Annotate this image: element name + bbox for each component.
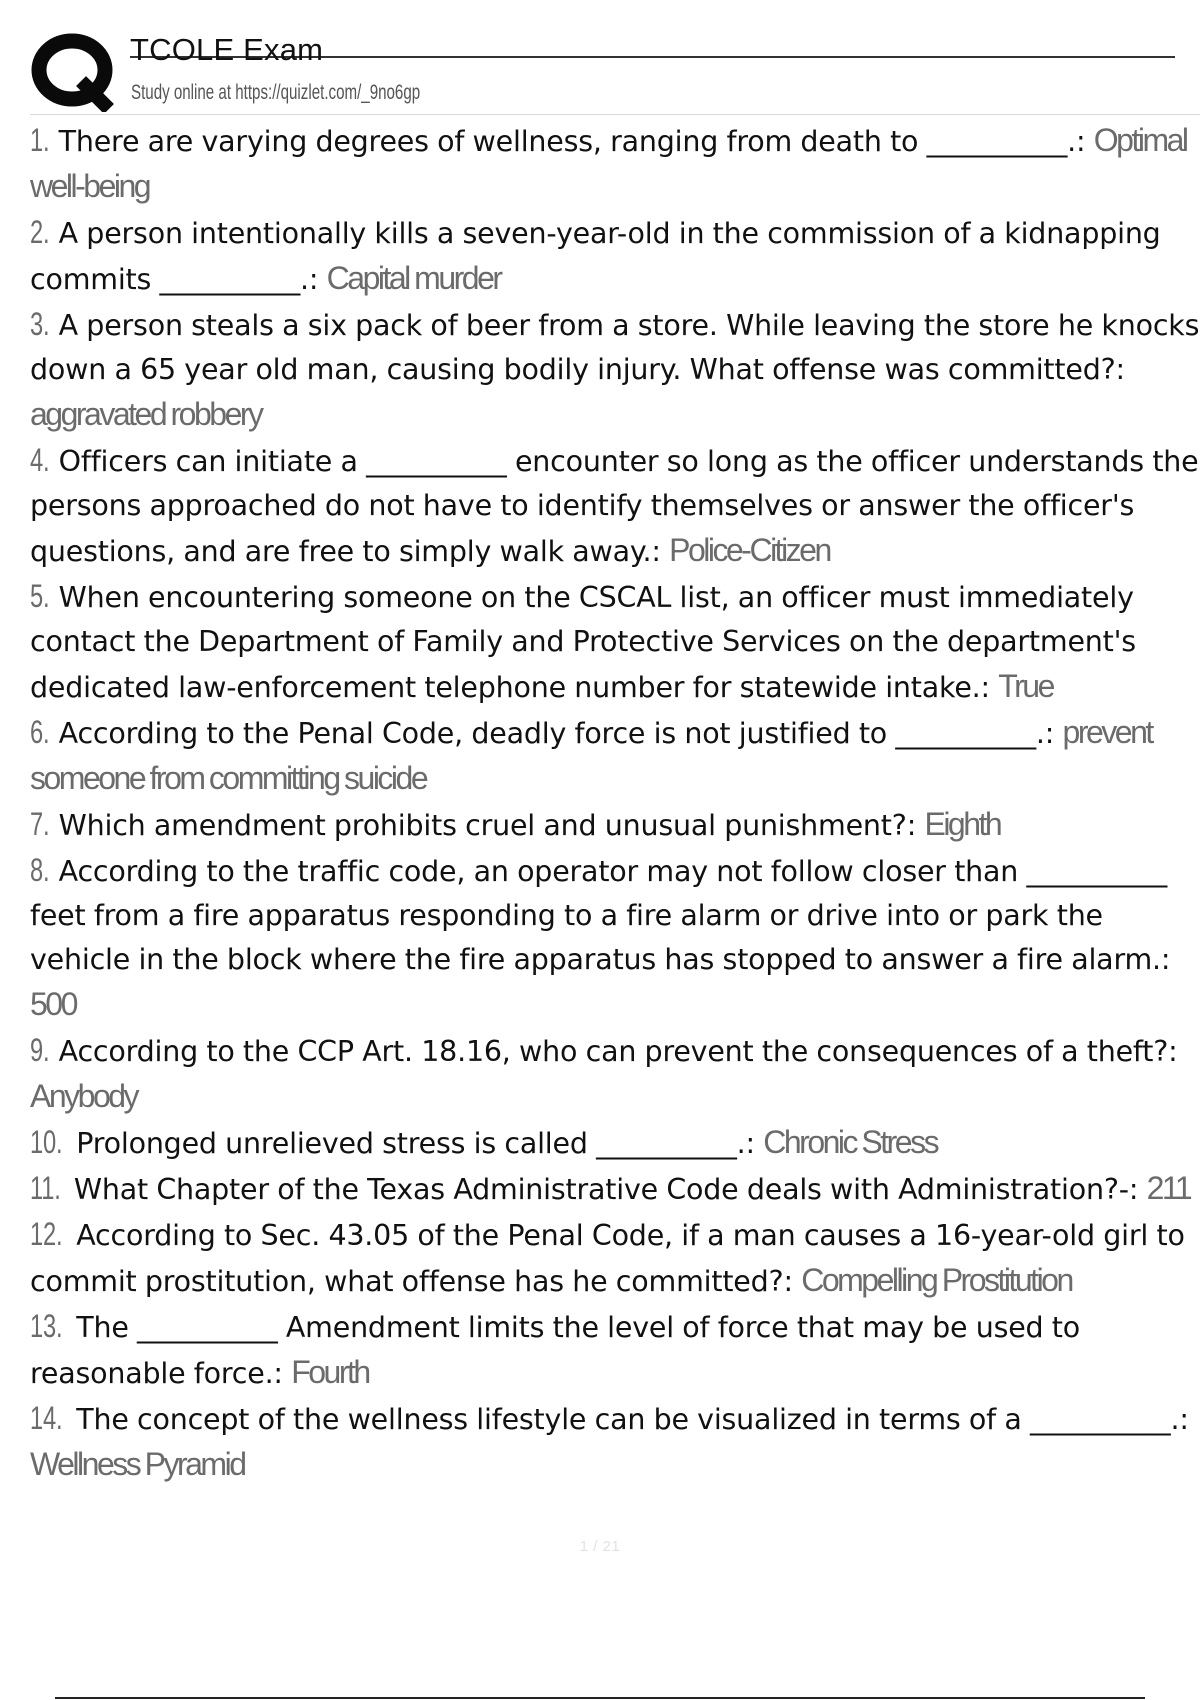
answer-text: Optimal well-being — [30, 122, 1187, 204]
answer-text: prevent someone from committing suicide — [30, 714, 1152, 796]
question-number: 7. — [30, 806, 50, 842]
question-text: When encountering someone on the CSCAL list, an officer must immediately contact the Department of Family and Protective Services on the department's dedicated law-enforcement telephone number for statewide intake.: — [30, 581, 1136, 704]
question-text: A person intentionally kills a seven-year-old in the commission of a kidnapping commits __________.: — [30, 217, 1161, 296]
question-text: Officers can initiate a __________ encounter so long as the officer understands the persons approached do not have to identify themselves or answer the officer's questions, and are free to simply walk away.: — [30, 445, 1199, 568]
question-text: A person steals a six pack of beer from a store. While leaving the store he knocks down a 65 year old man, causing bodily injury. What offense was committed?: — [30, 309, 1200, 386]
question-text: Which amendment prohibits cruel and unusual punishment?: — [58, 809, 917, 842]
question-number: 5. — [30, 578, 50, 614]
question-item — [30, 438, 1200, 574]
study-online-link[interactable]: Study online at https://quizlet.com/_9no6gp — [131, 81, 421, 104]
question-item — [30, 1396, 1200, 1488]
answer-text: Wellness Pyramid — [30, 1446, 245, 1482]
question-number: 4. — [30, 442, 50, 478]
question-item — [30, 1212, 1200, 1304]
question-number: 3. — [30, 306, 50, 342]
answer-text: 211 — [1146, 1170, 1191, 1206]
question-item — [30, 1304, 1200, 1396]
page-header — [30, 30, 1200, 116]
question-text: The concept of the wellness lifestyle can be visualized in terms of a __________.: — [76, 1403, 1189, 1436]
question-item — [30, 802, 1200, 848]
question-item — [30, 574, 1200, 710]
question-item — [30, 848, 1200, 1028]
question-number: 13. — [30, 1308, 63, 1344]
answer-text: Police-Citizen — [669, 532, 830, 568]
answer-text: Compelling Prostitution — [801, 1262, 1072, 1298]
answer-text: Chronic Stress — [763, 1124, 938, 1160]
header-divider — [30, 114, 1200, 115]
question-text: Prolonged unrelieved stress is called __________.: — [76, 1127, 755, 1160]
answer-text: Anybody — [30, 1078, 138, 1114]
page-number: 1 / 21 — [579, 1538, 621, 1555]
question-number: 10. — [30, 1124, 63, 1160]
answer-text: Capital murder — [326, 260, 501, 296]
question-number: 8. — [30, 852, 50, 888]
question-item — [30, 1120, 1200, 1166]
question-text: According to Sec. 43.05 of the Penal Code, if a man causes a 16-year-old girl to commit prostitution, what offense has he committed?: — [30, 1219, 1185, 1298]
question-text: According to the Penal Code, deadly force is not justified to __________.: — [58, 717, 1055, 750]
question-text: According to the CCP Art. 18.16, who can prevent the consequences of a theft?: — [58, 1035, 1178, 1068]
footer-divider — [55, 1697, 1145, 1699]
answer-text: Fourth — [291, 1354, 369, 1390]
answer-text: Eighth — [924, 806, 1001, 842]
quizlet-logo-icon — [30, 30, 142, 112]
question-item — [30, 1028, 1200, 1120]
question-number: 12. — [30, 1216, 63, 1252]
question-item — [30, 210, 1200, 302]
question-number: 14. — [30, 1400, 63, 1436]
answer-text: True — [998, 668, 1053, 704]
question-item — [30, 118, 1200, 210]
question-text: What Chapter of the Texas Administrative Code deals with Administration?-: — [73, 1173, 1139, 1206]
question-number: 9. — [30, 1032, 50, 1068]
question-number: 11. — [30, 1170, 61, 1206]
answer-text: 500 — [30, 986, 76, 1022]
question-list — [30, 118, 1200, 1488]
document-title: TCOLE Exam — [130, 32, 324, 67]
question-item — [30, 710, 1200, 802]
question-text: The __________ Amendment limits the level of force that may be used to reasonable force.: — [30, 1311, 1081, 1390]
question-text: According to the traffic code, an operator may not follow closer than __________ feet from a fire apparatus responding to a fire alarm or drive into or park the vehicle in the block where the fire apparatus has stopped to answer a fire alarm.: — [30, 855, 1171, 976]
question-text: There are varying degrees of wellness, ranging from death to __________.: — [58, 125, 1086, 158]
question-number: 1. — [30, 122, 50, 158]
answer-text: aggravated robbery — [30, 396, 262, 432]
question-item — [30, 1166, 1200, 1212]
question-number: 6. — [30, 714, 50, 750]
question-item — [30, 302, 1200, 438]
question-number: 2. — [30, 214, 50, 250]
